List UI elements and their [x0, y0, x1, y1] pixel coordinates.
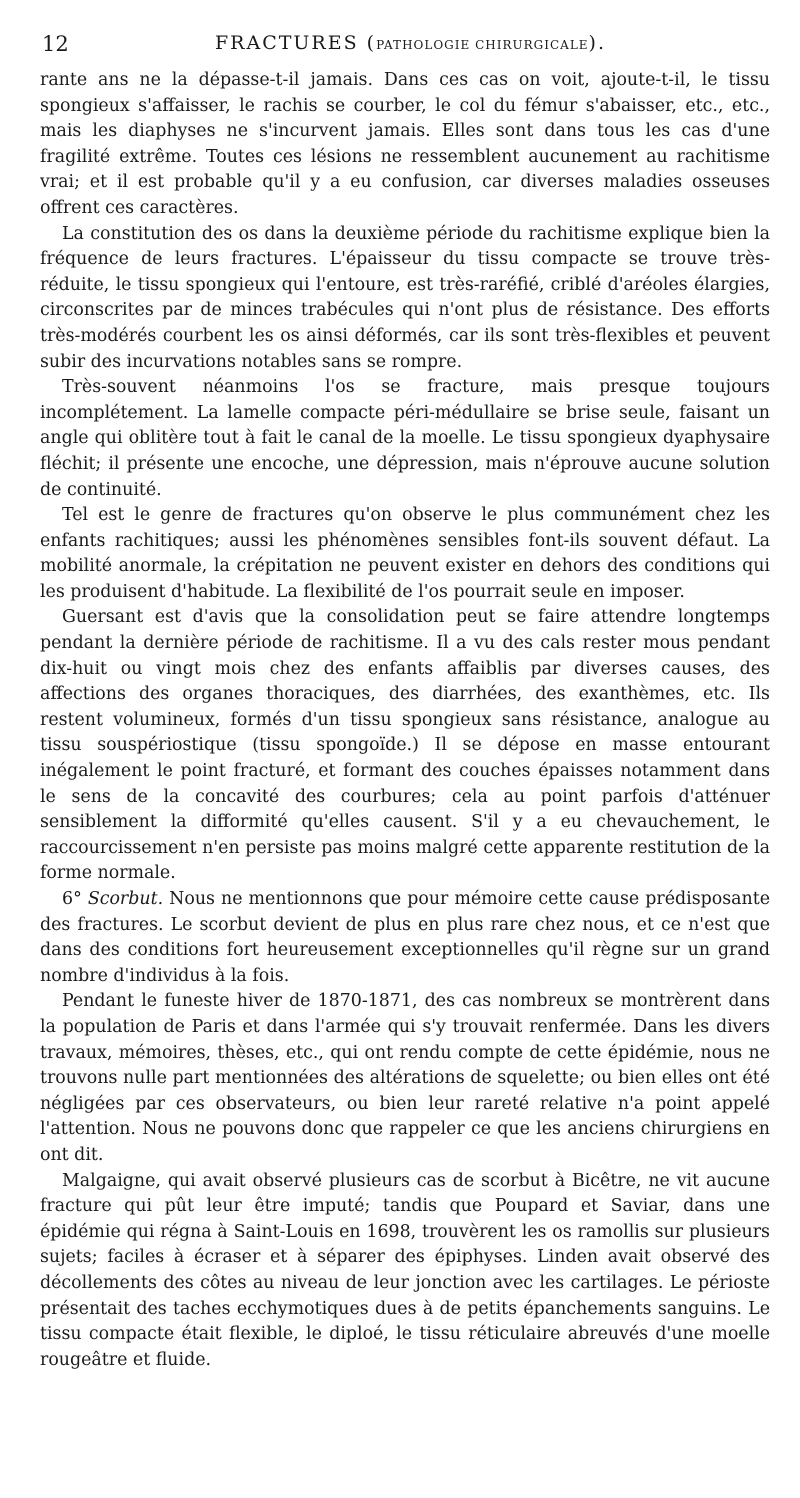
paragraph-continued: rante ans ne la dépasse-t-il jamais. Dans ces cas on voit, ajoute-t-il, le tissu spongieux s'affaisser, le rachis se courber, le col du fémur s'abaisser, etc., etc., mais les diaphyses ne s'incurvent jamais. Elles sont dans tous les cas d'une fragilité extrême. Toutes ces lésions ne ressemblent aucunement au rachitisme vrai; et il est probable qu'il y a eu confusion, car diverses maladies osseuses offrent ces caractères.: [40, 70, 770, 218]
paragraph: Tel est le genre de fractures qu'on observe le plus communément chez les enfants rachitiques; aussi les phénomènes sensibles font-ils souvent défaut. La mobilité anormale, la crépitation ne peuvent exister en dehors des conditions qui les produisent d'habitude. La flexibilité de l'os pourrait seule en imposer.: [40, 505, 770, 602]
document-page: [40, 28, 770, 1373]
page-header: [40, 28, 770, 68]
paragraph: Guersant est d'avis que la consolidation peut se faire attendre longtemps pendant la dernière période de rachitisme. Il a vu des cals rester mous pendant dix-huit ou vingt mois chez des enfants affaiblis par diverses causes, des affections des organes thoraciques, des diarrhées, des exanthèmes, etc. Ils restent volumineux, formés d'un tissu spongieux sans résistance, analogue au tissu souspériostique (tissu spongoïde.) Il se dépose en masse entourant inégalement le point fracturé, et formant des couches épaisses notamment dans le sens de la concavité des courbures; cela au point parfois d'atténuer sensiblement la difformité qu'elles causent. S'il y a eu chevauchement, le raccourcissement n'en persiste pas moins malgré cette apparente restitution de la forme normale.: [40, 607, 770, 884]
paragraph: Pendant le funeste hiver de 1870-1871, des cas nombreux se montrèrent dans la population de Paris et dans l'armée qui s'y trouvait renfermée. Dans les divers travaux, mémoires, thèses, etc., qui ont rendu compte de cette épidémie, nous ne trouvons nulle part mentionnées des altérations de squelette; ou bien elles ont été négligées par ces observateurs, ou bien leur rareté relative n'a point appelé l'attention. Nous ne pouvons donc que rappeler ce que les anciens chirurgiens en ont dit.: [40, 991, 770, 1165]
page-number: 12: [42, 32, 69, 56]
running-title-subtitle: PATHOLOGIE CHIRURGICALE: [376, 38, 589, 52]
paragraph: Malgaigne, qui avait observé plusieurs cas de scorbut à Bicêtre, ne vit aucune fracture qui pût leur être imputé; tandis que Poupard et Saviar, dans une épidémie qui régna à Saint-Louis en 1698, trouvèrent les os ramollis sur plusieurs sujets; faciles à écraser et à séparer des épiphyses. Linden avait observé des décollements des côtes au niveau de leur jonction avec les cartilages. Le périoste présentait des taches ecchymotiques dues à de petits épanchements sanguins. Le tissu compacte était flexible, le diploé, le tissu réticulaire abreuvés d'une moelle rougeâtre et fluide.: [40, 1170, 770, 1370]
running-title-main: FRACTURES (: [215, 32, 377, 54]
section-text: Nous ne mentionnons que pour mémoire cette cause prédisposante des fractures. Le scorbut devient de plus en plus rare chez nous, et ce n'est que dans des conditions fort heureusement exceptionnelles qu'il règne sur un grand nombre d'individus à la fois.: [40, 889, 770, 986]
running-title-end: ).: [588, 32, 606, 54]
body-text: [40, 68, 770, 1373]
paragraph: Très-souvent néanmoins l'os se fracture, mais presque toujours incomplétement. La lamelle compacte péri-médullaire se brise seule, faisant un angle qui oblitère tout à fait le canal de la moelle. Le tissu spongieux dyaphysaire fléchit; il présente une encoche, une dépression, mais n'éprouve aucune solution de continuité.: [40, 377, 770, 500]
section-number: 6°: [62, 889, 88, 909]
section-scorbut: [40, 887, 770, 989]
running-title: [215, 32, 606, 54]
paragraph: La constitution des os dans la deuxième période du rachitisme explique bien la fréquence de leurs fractures. L'épaisseur du tissu compacte se trouve très-réduite, le tissu spongieux qui l'entoure, est très-raréfié, criblé d'aréoles élargies, circonscrites par de minces trabécules qui n'ont plus de résistance. Des efforts très-modérés courbent les os ainsi déformés, car ils sont très-flexibles et peuvent subir des incurvations notables sans se rompre.: [40, 223, 770, 372]
section-heading: Scorbut.: [87, 889, 164, 909]
